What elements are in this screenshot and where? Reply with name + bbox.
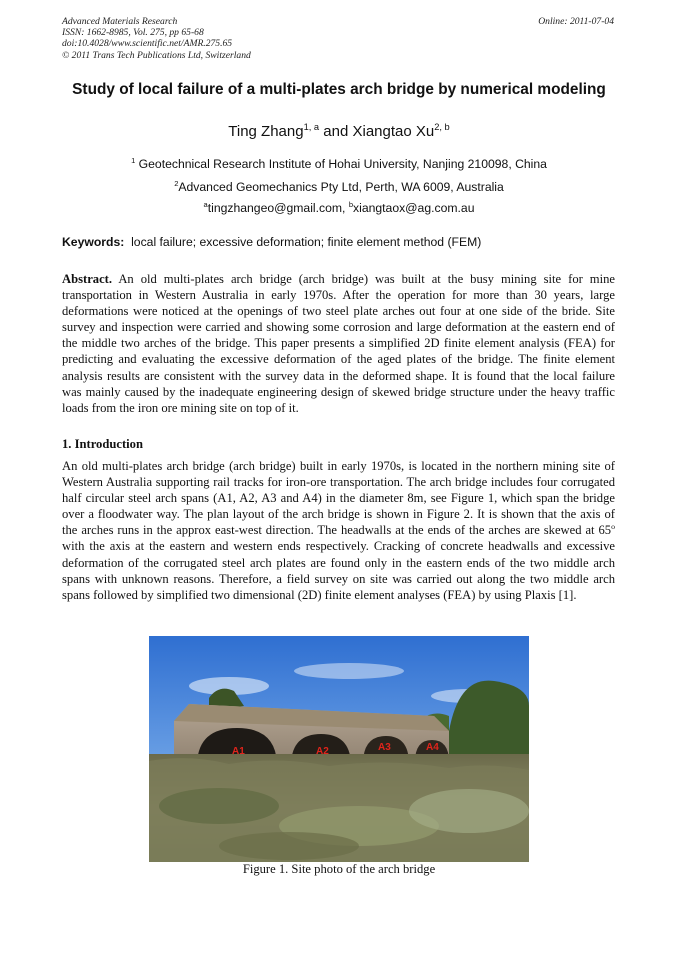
intro-text-1: An old multi-plates arch bridge (arch bridge) built in early 1970s, is located in the northern mining site of Western Australia supporting rail tracks for iron-ore transportation. The arch bridge includes four corrugated half circular steel arch spans (A1, A2, A3 and A4) in the diameter 8m, see Figure 1, which span the bridge over a floodwater way. The plan layout of the arch bridge is shown in Figure 2. It is shown that the axis of the arches runs in the approx east-west direction. The headwalls at the ends of the arches are skewed at 65 bbox=[62, 459, 615, 538]
cloud bbox=[294, 663, 404, 679]
author-1-sup: 1, a bbox=[303, 122, 320, 132]
copyright: © 2011 Trans Tech Publications Ltd, Switzerland bbox=[62, 49, 251, 61]
email-b-sup: b bbox=[348, 199, 354, 209]
affiliation-1 bbox=[0, 157, 678, 171]
arch-label-a2: A2 bbox=[316, 746, 329, 757]
author-2: Xiangtao Xu bbox=[352, 123, 435, 140]
author-2-sup: 2, b bbox=[434, 122, 450, 132]
affiliation-1-text: Geotechnical Research Institute of Hohai University, Nanjing 210098, China bbox=[135, 157, 547, 171]
journal-name: Advanced Materials Research bbox=[62, 16, 178, 27]
arch-label-a4: A4 bbox=[426, 742, 439, 753]
arch-label-a3: A3 bbox=[378, 742, 391, 753]
authors-line bbox=[0, 123, 678, 140]
bush bbox=[219, 832, 359, 860]
journal-header bbox=[62, 16, 251, 61]
section-heading: 1. Introduction bbox=[62, 437, 143, 451]
keywords-text: local failure; excessive deformation; finite element method (FEM) bbox=[124, 235, 482, 249]
site-photo-svg bbox=[149, 636, 529, 862]
keywords bbox=[62, 235, 481, 249]
intro-paragraph bbox=[62, 458, 615, 603]
figure-caption: Figure 1. Site photo of the arch bridge bbox=[242, 862, 436, 876]
emails bbox=[0, 201, 678, 215]
doi: doi:10.4028/www.scientific.net/AMR.275.65 bbox=[62, 38, 233, 50]
issn: ISSN: 1662-8985, Vol. 275, pp 65-68 bbox=[62, 27, 204, 39]
bush bbox=[159, 788, 279, 824]
email-a-sup: a bbox=[203, 199, 208, 209]
email-a: tingzhangeo@gmail.com, bbox=[207, 201, 349, 215]
abstract-label: Abstract. bbox=[62, 272, 113, 286]
intro-text-2: with the axis at the eastern and western ends respectively. Cracking of concrete headwalls and excessive deformation of the corrugated steel arch plates are found only in the eastern ends of the two middle arch spans with unknown reasons. Therefore, a field survey on site was carried out along the two middle arch spans followed by simplified two dimensional (2D) finite element analyses (FEA) by using Plaxis [1]. bbox=[62, 539, 615, 602]
abstract-text: An old multi-plates arch bridge (arch bridge) was built at the busy mining site for mine transportation in Western Australia in early 1970s. After the operation for more than 30 years, large deformations were noticed at the openings of two steel plate arches out four at one side of the bride. Site survey and inspection were carried and showing some corrosion and large deformation at the eastern end of the middle two arches of the bridge. This paper presents a simplified 2D finite element analysis (FEA) for predicting and evaluating the excessive deformation of the aged plates of the bridge. The finite element analysis results are consistent with the survey data in the deformed shape. It is found that the local failure was mainly caused by the inadequate engineering design of skewed bridge structure under the heavy traffic loads from the iron ore mining site on top of it. bbox=[62, 272, 615, 415]
online-date: Online: 2011-07-04 bbox=[538, 16, 614, 27]
paper-title: Study of local failure of a multi-plates arch bridge by numerical modeling bbox=[72, 81, 606, 98]
abstract bbox=[62, 271, 615, 416]
arch-label-a1: A1 bbox=[232, 746, 245, 757]
affiliation-2-sup: 2 bbox=[174, 178, 179, 188]
keywords-label: Keywords: bbox=[62, 235, 125, 249]
degree-sup: o bbox=[611, 522, 615, 532]
email-b: xiangtaox@ag.com.au bbox=[353, 201, 475, 215]
bush bbox=[409, 789, 529, 833]
affiliation-2 bbox=[0, 180, 678, 194]
site-photo bbox=[149, 636, 529, 862]
authors-and: and bbox=[319, 123, 353, 140]
affiliation-2-text: Advanced Geomechanics Pty Ltd, Perth, WA 6009, Australia bbox=[178, 180, 504, 194]
affiliation-1-sup: 1 bbox=[131, 155, 136, 165]
author-1: Ting Zhang bbox=[228, 123, 304, 140]
